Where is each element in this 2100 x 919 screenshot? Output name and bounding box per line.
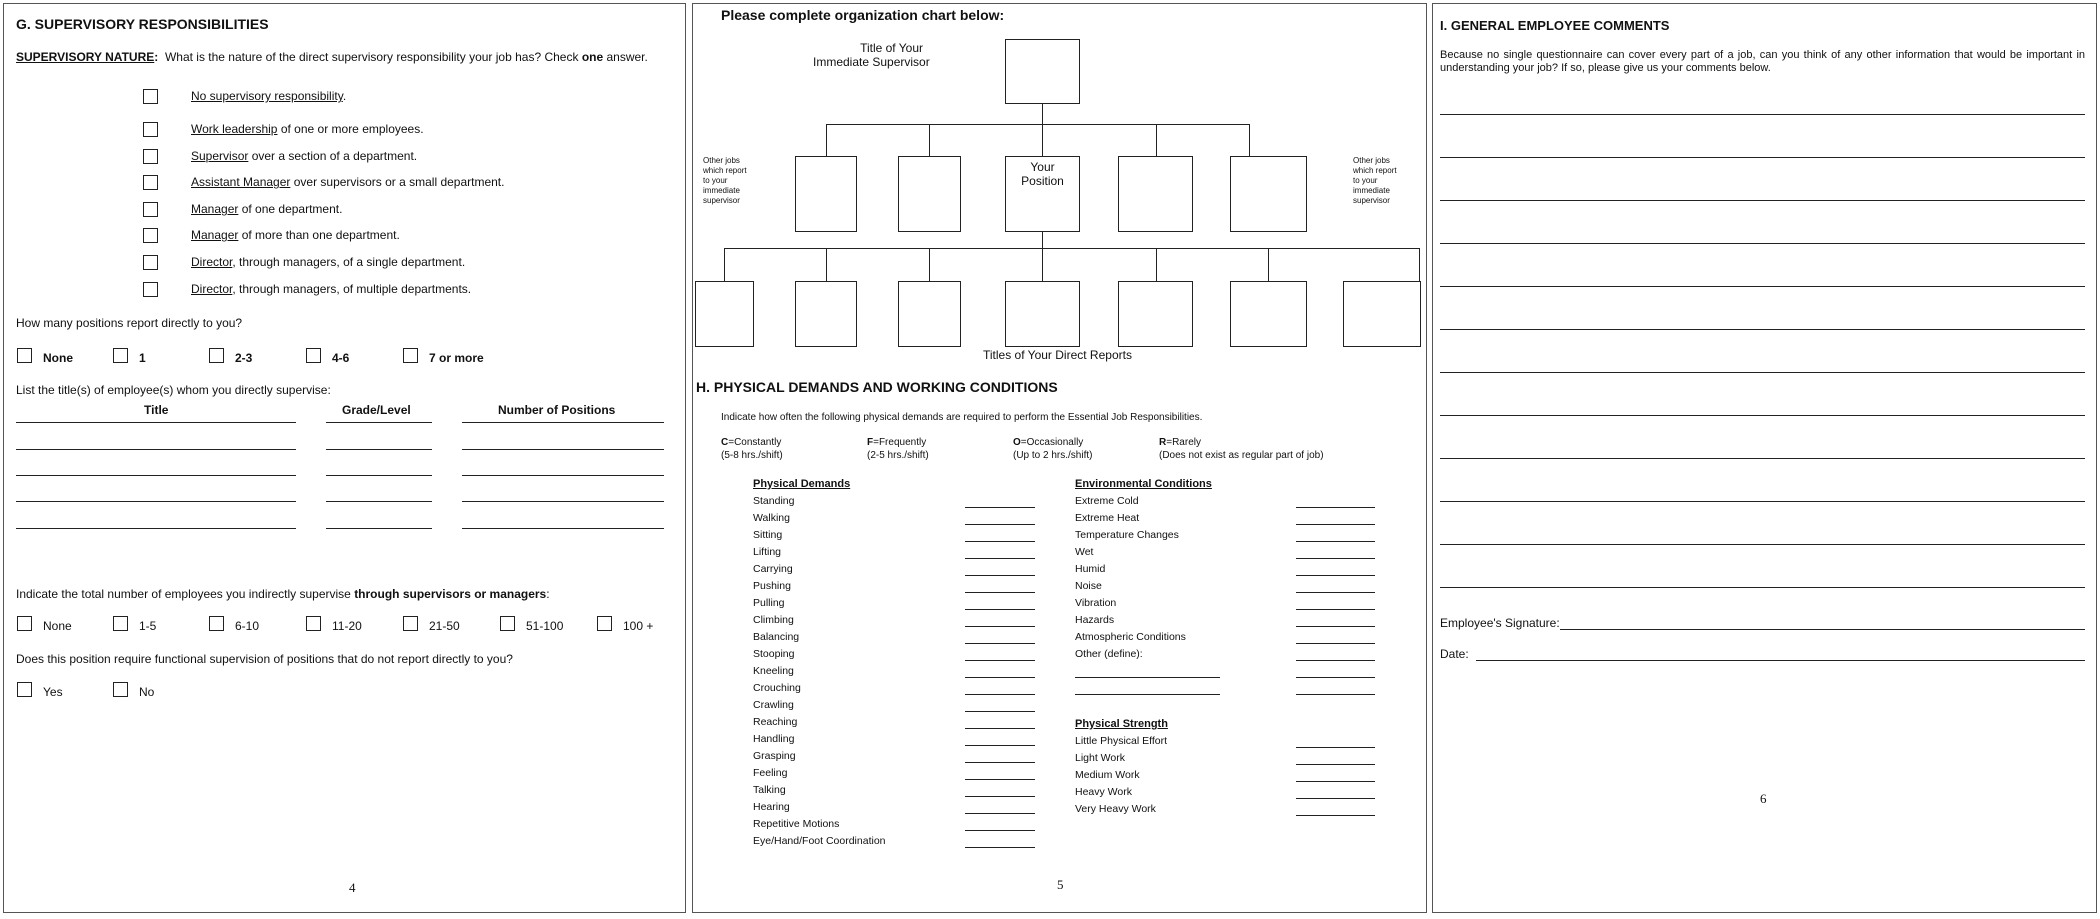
environmental-condition-item: Hazards <box>1075 614 1115 626</box>
page-5 <box>692 3 1427 913</box>
comment-line[interactable] <box>1440 200 2085 201</box>
strength-entry-line[interactable] <box>1296 747 1375 748</box>
title-entry-line[interactable] <box>16 475 296 476</box>
number-entry-line[interactable] <box>462 422 664 423</box>
direct-reports-option-label: None <box>43 351 73 365</box>
indirect-supervision-checkbox[interactable] <box>113 616 128 631</box>
comment-line[interactable] <box>1440 243 2085 244</box>
number-entry-line[interactable] <box>462 528 664 529</box>
supervisory-nature-question: SUPERVISORY NATURE: What is the nature of the direct supervisory responsibility your job has? Check one answer. <box>16 50 648 64</box>
frequency-entry-line[interactable] <box>965 762 1035 763</box>
indirect-supervision-option-label: 100 + <box>623 619 654 633</box>
environmental-condition-item: Humid <box>1075 563 1106 575</box>
indirect-supervision-option-label: 11-20 <box>332 619 362 633</box>
physical-demand-item: Talking <box>753 784 786 796</box>
environmental-condition-item: Noise <box>1075 580 1102 592</box>
comment-line[interactable] <box>1440 157 2085 158</box>
functional-supervision-checkbox[interactable] <box>17 682 32 697</box>
frequency-entry-line[interactable] <box>965 541 1035 542</box>
comments-instruction: Because no single questionnaire can cover every part of a job, can you think of any other information that would be important in understanding your job? If so, please give us your comments below. <box>1440 49 2085 74</box>
physical-demand-item: Climbing <box>753 614 794 626</box>
indirect-supervision-option-label: 1-5 <box>139 619 157 633</box>
functional-supervision-option-label: Yes <box>43 685 63 699</box>
indirect-supervision-option-label: None <box>43 619 72 633</box>
direct-reports-checkbox[interactable] <box>403 348 418 363</box>
date-label: Date: <box>1440 647 1469 661</box>
section-h-heading: H. PHYSICAL DEMANDS AND WORKING CONDITIONS <box>696 379 1058 395</box>
physical-demand-item: Carrying <box>753 563 793 575</box>
frequency-entry-line[interactable] <box>965 626 1035 627</box>
direct-reports-checkbox[interactable] <box>306 348 321 363</box>
column-title: Title <box>144 403 169 417</box>
direct-reports-option-label: 7 or more <box>429 351 484 365</box>
page-6 <box>1432 3 2097 913</box>
frequency-entry-line[interactable] <box>965 813 1035 814</box>
direct-report-box[interactable] <box>1118 281 1193 347</box>
list-supervised-prompt: List the title(s) of employee(s) whom you directly supervise: <box>16 383 331 397</box>
physical-demand-item: Crawling <box>753 699 794 711</box>
direct-report-box[interactable] <box>1343 281 1421 347</box>
direct-report-box[interactable] <box>695 281 754 347</box>
peer-box[interactable] <box>1118 156 1193 232</box>
environmental-condition-item: Wet <box>1075 546 1094 558</box>
frequency-entry-line[interactable] <box>965 575 1035 576</box>
direct-reports-checkbox[interactable] <box>209 348 224 363</box>
grade-entry-line[interactable] <box>326 528 432 529</box>
comment-line[interactable] <box>1440 544 2085 545</box>
direct-report-box[interactable] <box>795 281 857 347</box>
physical-strength-item: Very Heavy Work <box>1075 803 1156 815</box>
supervisor-box[interactable] <box>1005 39 1080 104</box>
number-entry-line[interactable] <box>462 475 664 476</box>
supervisory-option-checkbox[interactable] <box>143 89 158 104</box>
physical-demands-heading: Physical Demands <box>753 478 851 490</box>
direct-reports-option-label: 2-3 <box>235 351 253 365</box>
number-entry-line[interactable] <box>462 449 664 450</box>
page-number: 6 <box>1760 791 1767 806</box>
grade-entry-line[interactable] <box>326 475 432 476</box>
frequency-entry-line[interactable] <box>1296 507 1375 508</box>
other-define-line[interactable] <box>1075 677 1220 678</box>
supervisory-option-label: No supervisory responsibility. <box>191 89 347 103</box>
functional-supervision-option-label: No <box>139 685 155 699</box>
supervisory-option-checkbox[interactable] <box>143 149 158 164</box>
frequency-entry-line[interactable] <box>965 609 1035 610</box>
frequency-entry-line[interactable] <box>965 660 1035 661</box>
frequency-entry-line[interactable] <box>1296 575 1375 576</box>
frequency-entry-line[interactable] <box>965 507 1035 508</box>
direct-reports-checkbox[interactable] <box>113 348 128 363</box>
legend-item: R=Rarely (Does not exist as regular part of job) <box>1159 437 1324 461</box>
environmental-condition-item: Extreme Cold <box>1075 495 1139 507</box>
indirect-supervision-checkbox[interactable] <box>17 616 32 631</box>
frequency-entry-line[interactable] <box>1296 524 1375 525</box>
title-entry-line[interactable] <box>16 422 296 423</box>
comment-line[interactable] <box>1440 501 2085 502</box>
frequency-entry-line[interactable] <box>965 643 1035 644</box>
frequency-entry-line[interactable] <box>965 592 1035 593</box>
grade-entry-line[interactable] <box>326 449 432 450</box>
environmental-condition-item: Extreme Heat <box>1075 512 1140 524</box>
supervisory-option-label: Director, through managers, of multiple departments. <box>191 282 472 296</box>
supervisory-option-checkbox[interactable] <box>143 255 158 270</box>
indirect-supervision-checkbox[interactable] <box>403 616 418 631</box>
supervisory-option-label: Work leadership of one or more employees. <box>191 122 424 136</box>
indirect-supervision-checkbox[interactable] <box>209 616 224 631</box>
frequency-entry-line[interactable] <box>965 796 1035 797</box>
physical-demand-item: Crouching <box>753 682 801 694</box>
environmental-condition-item: Temperature Changes <box>1075 529 1179 541</box>
frequency-entry-line[interactable] <box>965 745 1035 746</box>
supervisory-option-checkbox[interactable] <box>143 202 158 217</box>
indirect-supervision-option-label: 6-10 <box>235 619 260 633</box>
physical-demand-item: Reaching <box>753 716 798 728</box>
physical-strength-item: Medium Work <box>1075 769 1140 781</box>
supervisory-option-checkbox[interactable] <box>143 282 158 297</box>
frequency-entry-line[interactable] <box>1296 694 1375 695</box>
frequency-entry-line[interactable] <box>1296 677 1375 678</box>
frequency-entry-line[interactable] <box>965 558 1035 559</box>
frequency-entry-line[interactable] <box>965 728 1035 729</box>
frequency-entry-line[interactable] <box>1296 660 1375 661</box>
comment-line[interactable] <box>1440 329 2085 330</box>
direct-reports-question: How many positions report directly to you? <box>16 316 243 330</box>
legend-item: O=Occasionally (Up to 2 hrs./shift) <box>1013 437 1093 461</box>
physical-demand-item: Standing <box>753 495 795 507</box>
other-define-line[interactable] <box>1075 694 1220 695</box>
physical-strength-item: Little Physical Effort <box>1075 735 1168 747</box>
signature-label: Employee's Signature: <box>1440 616 1560 630</box>
date-line[interactable] <box>1476 660 2085 661</box>
indirect-supervision-checkbox[interactable] <box>306 616 321 631</box>
frequency-entry-line[interactable] <box>965 694 1035 695</box>
section-i-heading: I. GENERAL EMPLOYEE COMMENTS <box>1440 18 1670 33</box>
frequency-entry-line[interactable] <box>965 779 1035 780</box>
peer-box[interactable] <box>898 156 961 232</box>
direct-reports-checkbox[interactable] <box>17 348 32 363</box>
your-position-box[interactable]: Your Position <box>1005 156 1080 232</box>
environmental-condition-item: Atmospheric Conditions <box>1075 631 1186 643</box>
physical-strength-heading: Physical Strength <box>1075 718 1168 730</box>
environmental-condition-item: Vibration <box>1075 597 1117 609</box>
supervisory-option-checkbox[interactable] <box>143 228 158 243</box>
supervisory-option-label: Director, through managers, of a single department. <box>191 255 466 269</box>
indirect-supervision-option-label: 21-50 <box>429 619 460 633</box>
title-entry-line[interactable] <box>16 528 296 529</box>
strength-entry-line[interactable] <box>1296 781 1375 782</box>
indirect-supervision-question: Indicate the total number of employees you indirectly supervise through supervisors or managers: <box>16 587 550 601</box>
physical-demand-item: Walking <box>753 512 790 524</box>
strength-entry-line[interactable] <box>1296 815 1375 816</box>
supervisor-label: Title of Your Immediate Supervisor <box>813 41 930 69</box>
functional-supervision-question: Does this position require functional supervision of positions that do not report directly to you? <box>16 652 513 666</box>
direct-report-box[interactable] <box>1005 281 1080 347</box>
frequency-entry-line[interactable] <box>965 830 1035 831</box>
comment-line[interactable] <box>1440 286 2085 287</box>
peer-box[interactable] <box>795 156 857 232</box>
physical-demand-item: Repetitive Motions <box>753 818 840 830</box>
physical-strength-item: Heavy Work <box>1075 786 1132 798</box>
supervisory-option-checkbox[interactable] <box>143 122 158 137</box>
org-chart-heading: Please complete organization chart below: <box>721 7 1005 23</box>
frequency-entry-line[interactable] <box>965 677 1035 678</box>
frequency-entry-line[interactable] <box>1296 626 1375 627</box>
indirect-supervision-checkbox[interactable] <box>597 616 612 631</box>
title-entry-line[interactable] <box>16 449 296 450</box>
frequency-entry-line[interactable] <box>1296 643 1375 644</box>
direct-report-box[interactable] <box>1230 281 1307 347</box>
strength-entry-line[interactable] <box>1296 764 1375 765</box>
signature-line[interactable] <box>1560 629 2085 630</box>
indirect-supervision-checkbox[interactable] <box>500 616 515 631</box>
physical-demand-item: Pulling <box>753 597 785 609</box>
frequency-entry-line[interactable] <box>1296 541 1375 542</box>
environmental-condition-item: Other (define): <box>1075 648 1143 660</box>
frequency-entry-line[interactable] <box>1296 609 1375 610</box>
physical-demand-item: Pushing <box>753 580 791 592</box>
comment-line[interactable] <box>1440 587 2085 588</box>
direct-reports-label: Titles of Your Direct Reports <box>983 348 1132 362</box>
frequency-entry-line[interactable] <box>1296 558 1375 559</box>
physical-demand-item: Eye/Hand/Foot Coordination <box>753 835 886 847</box>
supervisory-option-label: Manager of one department. <box>191 202 343 216</box>
other-jobs-note-right: Other jobs which report to your immediate supervisor <box>1353 156 1397 205</box>
supervisory-option-label: Supervisor over a section of a department. <box>191 149 418 163</box>
functional-supervision-checkbox[interactable] <box>113 682 128 697</box>
physical-demand-item: Hearing <box>753 801 790 813</box>
grade-entry-line[interactable] <box>326 422 432 423</box>
physical-demand-item: Balancing <box>753 631 800 643</box>
section-g-heading: G. SUPERVISORY RESPONSIBILITIES <box>16 16 269 32</box>
frequency-entry-line[interactable] <box>965 524 1035 525</box>
physical-demand-item: Sitting <box>753 529 783 541</box>
title-entry-line[interactable] <box>16 501 296 502</box>
page-number: 5 <box>1057 877 1064 892</box>
comment-line[interactable] <box>1440 458 2085 459</box>
physical-demand-item: Lifting <box>753 546 782 558</box>
comment-line[interactable] <box>1440 114 2085 115</box>
physical-demand-item: Stooping <box>753 648 795 660</box>
frequency-entry-line[interactable] <box>1296 592 1375 593</box>
direct-reports-option-label: 4-6 <box>332 351 350 365</box>
direct-report-box[interactable] <box>898 281 961 347</box>
physical-demand-item: Feeling <box>753 767 788 779</box>
peer-box[interactable] <box>1230 156 1307 232</box>
grade-entry-line[interactable] <box>326 501 432 502</box>
direct-reports-option-label: 1 <box>139 351 146 365</box>
number-entry-line[interactable] <box>462 501 664 502</box>
supervisory-option-label: Manager of more than one department. <box>191 228 400 242</box>
supervisory-option-checkbox[interactable] <box>143 175 158 190</box>
frequency-entry-line[interactable] <box>965 711 1035 712</box>
legend-item: F=Frequently (2-5 hrs./shift) <box>867 437 929 461</box>
page-4 <box>3 3 686 913</box>
physical-demand-item: Handling <box>753 733 795 745</box>
physical-strength-item: Light Work <box>1075 752 1125 764</box>
supervisory-option-label: Assistant Manager over supervisors or a small department. <box>191 175 505 189</box>
indirect-supervision-option-label: 51-100 <box>526 619 564 633</box>
legend-item: C=Constantly (5-8 hrs./shift) <box>721 437 783 461</box>
column-grade-level: Grade/Level <box>342 403 411 417</box>
comment-line[interactable] <box>1440 415 2085 416</box>
physical-demand-item: Kneeling <box>753 665 794 677</box>
strength-entry-line[interactable] <box>1296 798 1375 799</box>
page-number: 4 <box>349 880 356 895</box>
physical-demands-instruction: Indicate how often the following physical demands are required to perform the Essential Job Responsibilities. <box>721 412 1203 423</box>
environmental-conditions-heading: Environmental Conditions <box>1075 478 1212 490</box>
column-number-of-positions: Number of Positions <box>498 403 616 417</box>
other-jobs-note-left: Other jobs which report to your immediate supervisor <box>703 156 747 205</box>
comment-line[interactable] <box>1440 372 2085 373</box>
physical-demand-item: Grasping <box>753 750 796 762</box>
frequency-entry-line[interactable] <box>965 847 1035 848</box>
